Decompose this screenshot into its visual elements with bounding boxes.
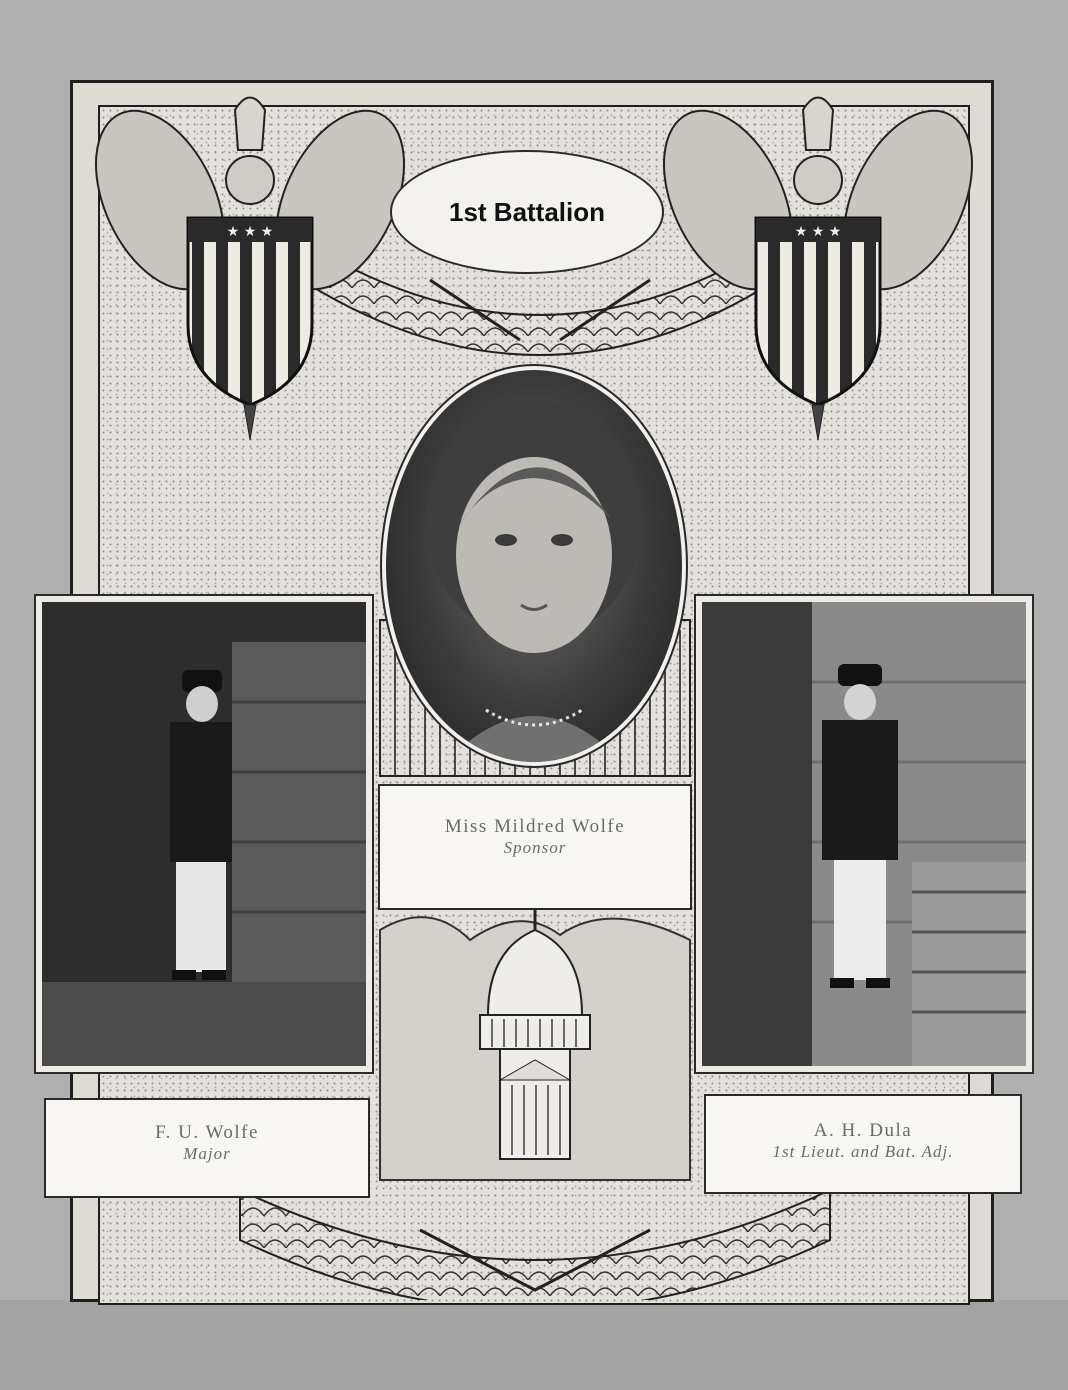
bottom-garland: [240, 1190, 830, 1300]
sponsor-portrait-photo: [382, 366, 686, 766]
svg-text:★ ★ ★: ★ ★ ★: [794, 224, 842, 240]
left-officer-photo: [36, 596, 372, 1072]
left-officer-caption: [44, 1098, 370, 1198]
title-cartouche: [390, 150, 664, 274]
right-officer-caption: [704, 1094, 1022, 1194]
page-title: 1st Battalion: [448, 196, 606, 227]
sponsor-caption: [378, 784, 692, 910]
right-officer-name: A. H. Dula: [813, 1120, 913, 1141]
right-officer-role: 1st Lieut. and Bat. Adj.: [772, 1142, 954, 1161]
capitol-dome-icon: [380, 892, 690, 1180]
right-eagle-shield-icon: [638, 91, 998, 440]
left-officer-illustration: [42, 602, 366, 1066]
sponsor-role: Sponsor: [503, 838, 567, 857]
svg-text:★ ★ ★: ★ ★ ★: [226, 224, 274, 240]
sponsor-photo-illustration: [386, 370, 682, 762]
right-officer-photo: [696, 596, 1032, 1072]
sponsor-name: Miss Mildred Wolfe: [444, 816, 626, 837]
left-eagle-shield-icon: [70, 91, 430, 440]
left-officer-name: F. U. Wolfe: [155, 1122, 259, 1143]
right-officer-illustration: [702, 602, 1026, 1066]
left-officer-role: Major: [183, 1144, 231, 1163]
